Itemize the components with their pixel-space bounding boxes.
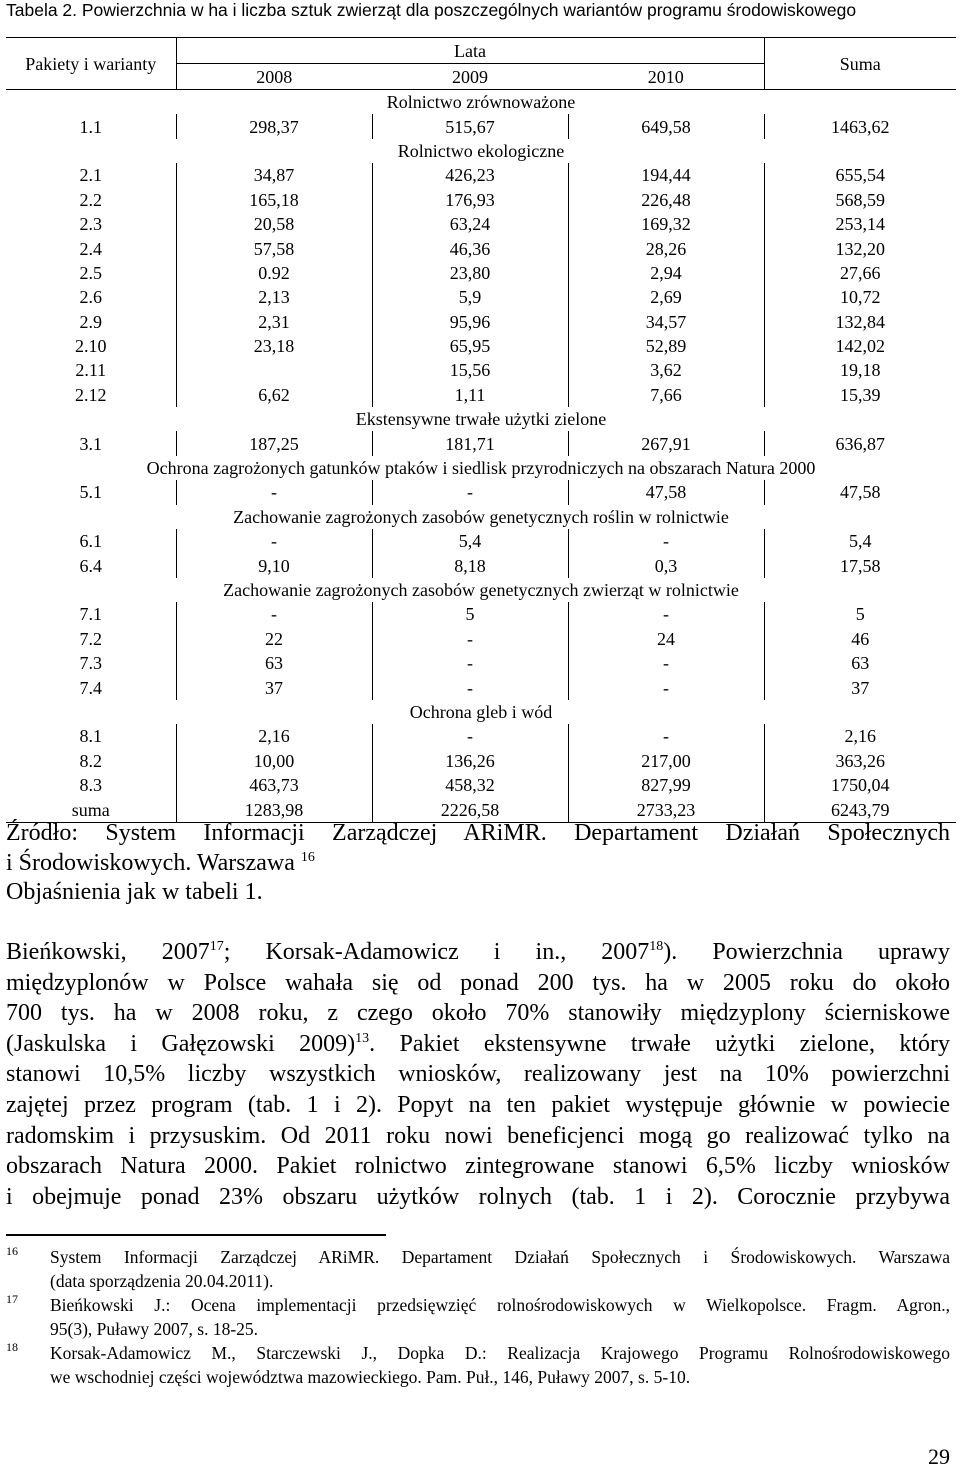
source-line-2: i Środowiskowych. Warszawa $^{16}$ xyxy=(6,850,315,876)
footnote-text: we wschodniej części województwa mazowieckiego. Pam. Puł., 146, Puławy 2007, s. 5-10. xyxy=(50,1367,691,1387)
section-header-row xyxy=(6,456,956,480)
footnote-text: System Informacji Zarządczej ARiMR. Departament Działań Społecznych i Środowiskowych. Warszawa xyxy=(50,1247,950,1267)
cell-sum: 63 xyxy=(764,651,956,675)
cell-2010: 24 xyxy=(568,627,764,651)
cell-2008: - xyxy=(176,480,372,504)
header-years: Lata xyxy=(176,38,764,64)
cell-2010: 28,26 xyxy=(568,236,764,260)
cell-2009: 2226,58 xyxy=(372,797,568,822)
row-id: suma xyxy=(6,797,176,822)
cell-sum: 2,16 xyxy=(764,724,956,748)
cell-sum: 6243,79 xyxy=(764,797,956,822)
footnote-text: Bieńkowski J.: Ocena implementacji przedsięwzięć rolnośrodowiskowych w Wielkopolsce. Fragm. Agron., xyxy=(50,1295,950,1315)
row-id: 8.1 xyxy=(79,726,102,747)
cell-2010: 649,58 xyxy=(568,114,764,138)
cell-2009: 23,80 xyxy=(372,261,568,285)
cell-2009: 136,26 xyxy=(372,749,568,773)
row-id: 6.1 xyxy=(79,531,102,552)
cell-sum: 46 xyxy=(764,627,956,651)
section-header-row xyxy=(6,578,956,602)
cell-2009: 15,56 xyxy=(372,358,568,382)
cell-2008: 34,87 xyxy=(176,163,372,187)
cell-sum: 568,59 xyxy=(764,188,956,212)
cell-2010: - xyxy=(568,724,764,748)
cell-2010: 52,89 xyxy=(568,334,764,358)
footnote-number: 17 xyxy=(6,1292,18,1306)
table-row xyxy=(6,529,956,553)
cell-sum: 363,26 xyxy=(764,749,956,773)
cell-2009: 65,95 xyxy=(372,334,568,358)
header-2009: 2009 xyxy=(372,64,568,90)
cell-2008: 20,58 xyxy=(176,212,372,236)
cell-2010: 827,99 xyxy=(568,773,764,797)
row-id: 7.1 xyxy=(79,604,102,625)
header-2010: 2010 xyxy=(568,64,764,90)
paragraph-line: zajętej przez program (tab. 1 i 2). Popyt na ten pakiet występuje głównie w powiecie xyxy=(6,1091,950,1118)
cell-sum: 5,4 xyxy=(764,529,956,553)
cell-2008: - xyxy=(176,529,372,553)
header-packages: Pakiety i warianty xyxy=(6,38,176,90)
paragraph-line: (Jaskulska i Gałęzowski 2009)$^{13}$. Pakiet ekstensywne trwałe użytki zielone, który xyxy=(6,1030,950,1057)
cell-2009: 95,96 xyxy=(372,310,568,334)
footnote-16 xyxy=(6,1245,950,1293)
cell-2010: 2733,23 xyxy=(568,797,764,822)
section-header-row xyxy=(6,139,956,163)
source-note xyxy=(6,818,950,878)
body-paragraph xyxy=(6,937,950,1212)
cell-2008: 22 xyxy=(176,627,372,651)
table-row xyxy=(6,431,956,455)
row-id: 2.3 xyxy=(79,214,102,235)
cell-2010: 194,44 xyxy=(568,163,764,187)
cell-sum: 5 xyxy=(764,602,956,626)
cell-2010: 267,91 xyxy=(568,431,764,455)
cell-2008: 2,13 xyxy=(176,285,372,309)
row-id: 7.3 xyxy=(79,653,102,674)
table-row xyxy=(6,188,956,212)
section-title: Zachowanie zagrożonych zasobów genetycznych zwierząt w rolnictwie xyxy=(223,580,739,600)
table-row xyxy=(6,553,956,577)
cell-2008: 2,31 xyxy=(176,310,372,334)
cell-2010: 169,32 xyxy=(568,212,764,236)
row-id: 2.10 xyxy=(75,336,107,357)
cell-2008: 23,18 xyxy=(176,334,372,358)
cell-2008: 6,62 xyxy=(176,383,372,407)
paragraph-line: 700 tys. ha w 2008 roku, z czego około 70% stanowiły międzyplony ścierniskowe xyxy=(6,1000,950,1027)
cell-sum: 655,54 xyxy=(764,163,956,187)
cell-2010: 217,00 xyxy=(568,749,764,773)
cell-2009: 1,11 xyxy=(372,383,568,407)
footnote-text: Korsak-Adamowicz M., Starczewski J., Dopka D.: Realizacja Krajowego Programu Rolnośrodowiskowego xyxy=(50,1343,950,1363)
footnote-number: 18 xyxy=(6,1340,18,1354)
table-row xyxy=(6,285,956,309)
paragraph-line: obszarach Natura 2000. Pakiet rolnictwo zintegrowane stanowi 6,5% liczby wniosków xyxy=(6,1153,950,1180)
paragraph-line: stanowi 10,5% liczby wszystkich wniosków, realizowany jest na 10% powierzchni xyxy=(6,1061,950,1088)
cell-2009: 181,71 xyxy=(372,431,568,455)
section-title: Zachowanie zagrożonych zasobów genetycznych roślin w rolnictwie xyxy=(233,506,729,527)
row-id: 6.4 xyxy=(79,555,102,576)
source-line-1: Źródło: System Informacji Zarządczej ARiMR. Departament Działań Społecznych xyxy=(6,820,950,846)
footnotes xyxy=(6,1245,950,1389)
cell-2008: - xyxy=(176,602,372,626)
table-row xyxy=(6,480,956,504)
cell-2009: 426,23 xyxy=(372,163,568,187)
cell-sum: 19,18 xyxy=(764,358,956,382)
section-title: Rolnictwo zrównoważone xyxy=(386,92,576,113)
footnote-18 xyxy=(6,1341,950,1389)
cell-2009: 46,36 xyxy=(372,236,568,260)
cell-sum: 27,66 xyxy=(764,261,956,285)
section-header-row xyxy=(6,700,956,724)
cell-sum: 142,02 xyxy=(764,334,956,358)
table-row xyxy=(6,114,956,138)
cell-sum: 47,58 xyxy=(764,480,956,504)
row-id: 8.3 xyxy=(79,775,102,796)
row-id: 7.4 xyxy=(79,677,102,698)
cell-2008: 463,73 xyxy=(176,773,372,797)
cell-sum: 15,39 xyxy=(764,383,956,407)
cell-2010: 34,57 xyxy=(568,310,764,334)
table-row xyxy=(6,310,956,334)
table-row xyxy=(6,261,956,285)
row-id: 7.2 xyxy=(79,628,102,649)
cell-2010: - xyxy=(568,529,764,553)
row-id: 2.1 xyxy=(79,165,102,186)
footnote-17 xyxy=(6,1293,950,1341)
cell-2009: - xyxy=(372,627,568,651)
footnote-text: (data sporządzenia 20.04.2011). xyxy=(50,1271,274,1291)
cell-sum: 17,58 xyxy=(764,553,956,577)
cell-2008: 298,37 xyxy=(176,114,372,138)
row-id: 2.9 xyxy=(79,311,102,332)
cell-2009: 5 xyxy=(372,602,568,626)
table-row xyxy=(6,675,956,699)
explanation-note: Objaśnienia jak w tabeli 1. xyxy=(6,879,263,905)
section-title: Ekstensywne trwałe użytki zielone xyxy=(355,409,607,430)
cell-sum: 636,87 xyxy=(764,431,956,455)
cell-2008: 10,00 xyxy=(176,749,372,773)
cell-sum: 37 xyxy=(764,675,956,699)
cell-sum: 10,72 xyxy=(764,285,956,309)
cell-2008: 9,10 xyxy=(176,553,372,577)
data-table xyxy=(6,37,956,823)
table-row xyxy=(6,602,956,626)
row-id: 5.1 xyxy=(79,482,102,503)
cell-2008: 37 xyxy=(176,675,372,699)
cell-2009: 63,24 xyxy=(372,212,568,236)
table-row xyxy=(6,212,956,236)
cell-2008: 63 xyxy=(176,651,372,675)
cell-2009: 176,93 xyxy=(372,188,568,212)
table-row xyxy=(6,773,956,797)
row-id: 2.5 xyxy=(79,262,102,283)
paragraph-line: Bieńkowski, 2007$^{17}$; Korsak-Adamowicz i in., 2007$^{18}$). Powierzchnia uprawy xyxy=(6,939,950,965)
header-sum: Suma xyxy=(764,38,956,90)
source-ref: 16 xyxy=(300,850,315,865)
footnote-text: 95(3), Puławy 2007, s. 18-25. xyxy=(50,1319,259,1339)
table-row xyxy=(6,358,956,382)
cell-2009: 5,9 xyxy=(372,285,568,309)
section-header-row xyxy=(6,407,956,431)
cell-sum: 132,84 xyxy=(764,310,956,334)
table-row xyxy=(6,236,956,260)
section-title: Ochrona gleb i wód xyxy=(409,701,553,722)
cell-2010: 7,66 xyxy=(568,383,764,407)
cell-2009: 458,32 xyxy=(372,773,568,797)
cell-2010: - xyxy=(568,651,764,675)
row-id: 8.2 xyxy=(79,750,102,771)
section-title: Ochrona zagrożonych gatunków ptaków i siedlisk przyrodniczych na obszarach Natura 2000 xyxy=(146,458,816,479)
row-id: 2.11 xyxy=(75,360,107,381)
footnote-separator xyxy=(6,1234,386,1236)
row-id: 1.1 xyxy=(79,116,102,137)
table-row xyxy=(6,724,956,748)
cell-2009: - xyxy=(372,480,568,504)
cell-2008: 0.92 xyxy=(176,261,372,285)
cell-sum: 253,14 xyxy=(764,212,956,236)
cell-2008: 187,25 xyxy=(176,431,372,455)
cell-2010: - xyxy=(568,602,764,626)
row-id: 3.1 xyxy=(79,433,102,454)
row-id: 2.6 xyxy=(79,287,102,308)
row-id: 2.2 xyxy=(79,189,102,210)
cell-sum: 132,20 xyxy=(764,236,956,260)
cell-2008: 2,16 xyxy=(176,724,372,748)
header-2008: 2008 xyxy=(176,64,372,90)
table-row xyxy=(6,383,956,407)
cell-2008 xyxy=(176,358,372,382)
section-header-row xyxy=(6,505,956,529)
cell-2008: 165,18 xyxy=(176,188,372,212)
cell-2009: 515,67 xyxy=(372,114,568,138)
paragraph-line: międzyplonów w Polsce wahała się od ponad 200 tys. ha w 2005 roku do około xyxy=(6,969,950,996)
cell-2010: 2,94 xyxy=(568,261,764,285)
table-row xyxy=(6,334,956,358)
cell-2010: 2,69 xyxy=(568,285,764,309)
table-row xyxy=(6,749,956,773)
cell-2008: 57,58 xyxy=(176,236,372,260)
table-row xyxy=(6,651,956,675)
cell-2010: 226,48 xyxy=(568,188,764,212)
cell-2010: - xyxy=(568,675,764,699)
footnote-number: 16 xyxy=(6,1244,18,1258)
cell-2009: 5,4 xyxy=(372,529,568,553)
paragraph-line: i obejmuje ponad 23% obszaru użytków rolnych (tab. 1 i 2). Corocznie przybywa xyxy=(6,1183,950,1210)
cell-sum: 1750,04 xyxy=(764,773,956,797)
cell-2010: 3,62 xyxy=(568,358,764,382)
cell-2009: 8,18 xyxy=(372,553,568,577)
cell-2008: 1283,98 xyxy=(176,797,372,822)
cell-2009: - xyxy=(372,651,568,675)
cell-2009: - xyxy=(372,675,568,699)
section-title: Rolnictwo ekologiczne xyxy=(397,140,565,161)
paragraph-line: radomskim i przysuskim. Od 2011 roku nowi beneficjenci mogą go realizować tylko na xyxy=(6,1122,950,1149)
cell-2010: 47,58 xyxy=(568,480,764,504)
table-caption: Tabela 2. Powierzchnia w ha i liczba sztuk zwierząt dla poszczególnych wariantów programu środowiskowego xyxy=(6,0,857,20)
row-id: 2.12 xyxy=(75,384,107,405)
page-number: 29 xyxy=(928,1444,950,1469)
cell-sum: 1463,62 xyxy=(764,114,956,138)
table-row xyxy=(6,627,956,651)
cell-2010: 0,3 xyxy=(568,553,764,577)
header-row-1 xyxy=(6,38,956,64)
row-id: 2.4 xyxy=(79,238,102,259)
cell-2009: - xyxy=(372,724,568,748)
table-row xyxy=(6,163,956,187)
section-header-row xyxy=(6,90,956,115)
